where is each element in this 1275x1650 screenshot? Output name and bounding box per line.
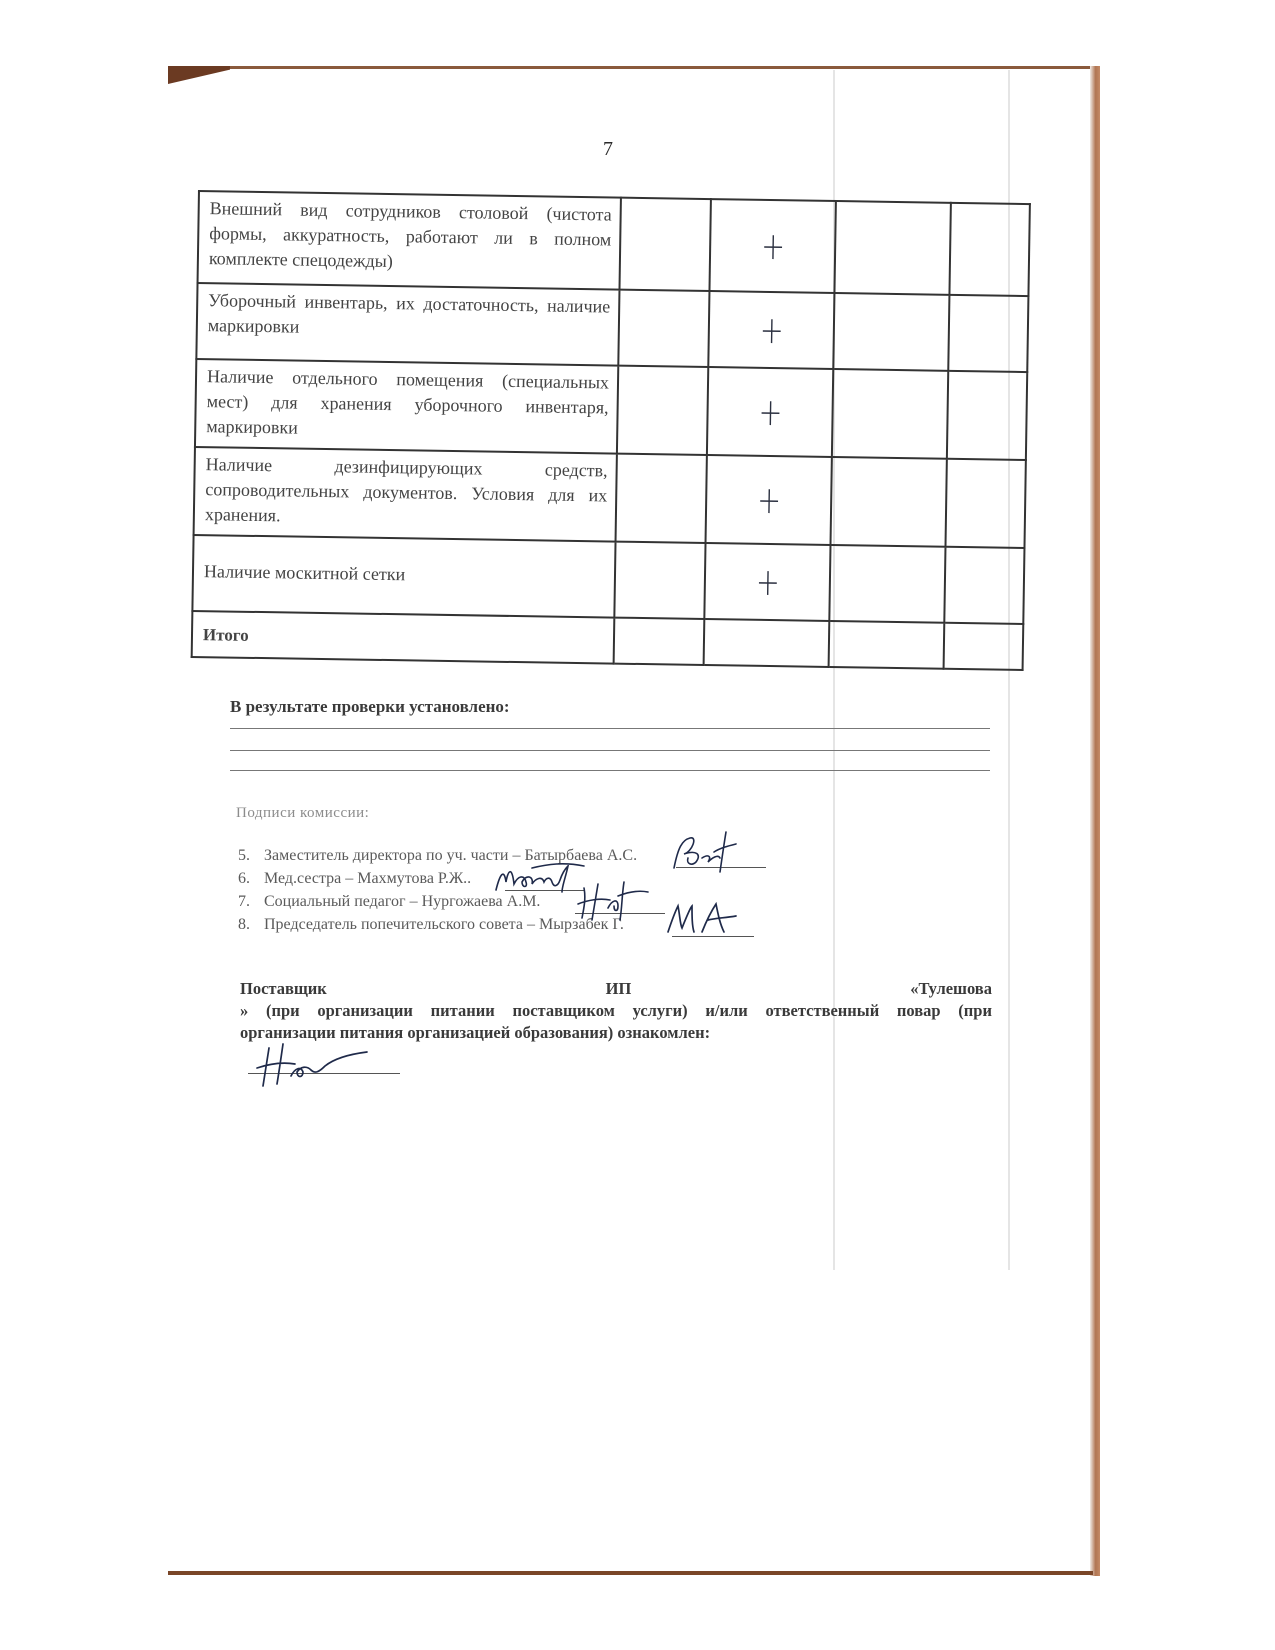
table-row xyxy=(198,191,1030,296)
mark-cell xyxy=(709,199,835,293)
commission-title: Подписи комиссии: xyxy=(236,805,370,821)
supplier-word: Поставщик xyxy=(240,979,327,998)
scan-edge-bottom xyxy=(168,1571,1093,1575)
table-cell xyxy=(617,366,708,455)
page-number: 7 xyxy=(603,138,613,160)
table-cell xyxy=(948,295,1028,372)
member-number: 7. xyxy=(238,893,250,910)
table-cell xyxy=(619,198,710,291)
table-cell xyxy=(618,290,709,367)
criterion-cell: Наличие отдельного помещения (специальных мест) для хранения уборочного инвентаря, маркировки xyxy=(195,359,618,454)
table-cell xyxy=(834,201,950,295)
supplier-line-2: » (при организации питании поставщиком услуги) и/или ответственный повар (при xyxy=(240,1001,992,1020)
result-label: В результате проверки установлено: xyxy=(230,697,510,716)
member-number: 8. xyxy=(238,916,250,933)
check-mark: + xyxy=(759,307,784,353)
supplier-word: «Тулешова xyxy=(910,979,992,998)
table-cell xyxy=(944,623,1024,670)
result-blank-line xyxy=(230,750,990,751)
check-mark: + xyxy=(755,559,780,605)
criterion-cell: Наличие дезинфицирующих средств, сопроводительных документов. Условия для их хранения. xyxy=(194,447,617,542)
table-cell xyxy=(829,545,945,623)
table-cell xyxy=(833,293,949,371)
mark-cell xyxy=(706,455,832,545)
supplier-word: ИП xyxy=(605,979,632,998)
table-row xyxy=(196,283,1028,372)
check-mark: + xyxy=(760,223,785,269)
mark-cell xyxy=(708,291,834,369)
member-text: Мед.сестра – Махмутова Р.Ж.. xyxy=(264,870,472,887)
table-cell xyxy=(831,457,947,547)
mark-cell xyxy=(707,367,833,457)
table-cell xyxy=(945,459,1025,548)
scan-edge-top xyxy=(168,66,1098,69)
check-mark: + xyxy=(757,389,783,435)
supplier-block xyxy=(240,978,992,1044)
total-label: Итого xyxy=(192,611,615,664)
signature-supplier xyxy=(255,1040,375,1090)
supplier-line-1 xyxy=(240,978,992,1000)
scan-edge-right xyxy=(1090,66,1100,1576)
table-cell xyxy=(616,454,707,543)
mark-cell xyxy=(704,543,830,621)
commission-member xyxy=(238,916,624,934)
criterion-cell: Наличие москитной сетки xyxy=(192,535,615,618)
table-cell xyxy=(832,369,948,459)
commission-member xyxy=(238,870,471,888)
table-cell xyxy=(944,547,1024,624)
criterion-cell: Уборочный инвентарь, их достаточность, наличие маркировки xyxy=(196,283,619,366)
scan-corner xyxy=(168,66,230,84)
result-blank-line xyxy=(230,770,990,771)
table-cell xyxy=(614,542,705,619)
table-cell xyxy=(829,621,945,669)
supplier-line-3: организации питания организацией образования) ознакомлен: xyxy=(240,1023,711,1042)
signature-myrzabek xyxy=(664,898,744,938)
table-row xyxy=(195,359,1027,460)
criterion-cell: Внешний вид сотрудников столовой (чистота формы, аккуратность, работают ли в полном комплекте спецодежды) xyxy=(198,191,621,290)
member-text: Заместитель директора по уч. части – Батырбаева А.С. xyxy=(264,847,638,864)
table-row xyxy=(192,535,1024,624)
signature-batyrbayeva xyxy=(668,828,748,876)
table-cell xyxy=(949,203,1029,296)
member-text: Председатель попечительского совета – Мырзабек Г. xyxy=(264,916,624,933)
check-mark: + xyxy=(756,477,781,523)
result-blank-line xyxy=(230,728,990,729)
member-text: Социальный педагог – Нургожаева А.М. xyxy=(264,893,541,910)
member-number: 5. xyxy=(238,847,250,864)
table-cell xyxy=(614,618,705,665)
member-number: 6. xyxy=(238,870,250,887)
table-cell xyxy=(947,371,1027,460)
signature-nurgozhayeva xyxy=(574,878,654,924)
table-cell xyxy=(704,619,830,667)
table-row xyxy=(194,447,1026,548)
checklist-table xyxy=(191,190,1031,671)
